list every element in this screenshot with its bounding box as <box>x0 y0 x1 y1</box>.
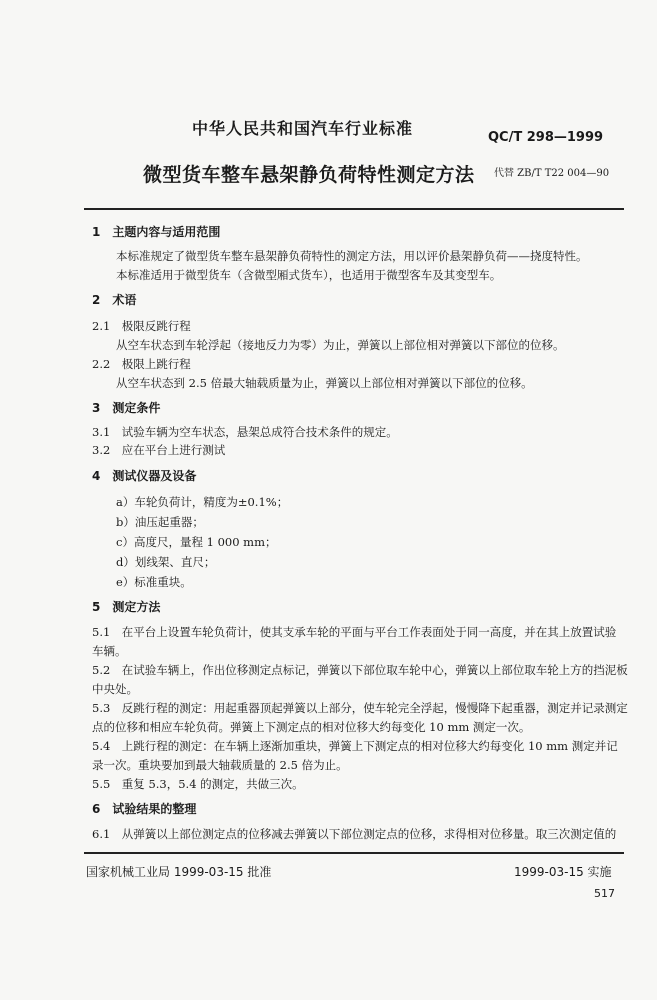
page-number: 517 <box>594 887 615 900</box>
equipment-item-d: d）划线架、直尺； <box>116 555 216 569</box>
issuing-organization: 中华人民共和国汽车行业标准 <box>192 119 414 138</box>
section-5-4-line-1: 5.4 上跳行程的测定：在车辆上逐渐加重块，弹簧上下测定点的相对位移大约每变化 10 mm 测定并记 <box>92 739 618 753</box>
section-2-2-text: 从空车状态到 2.5 倍最大轴载质量为止，弹簧以上部位相对弹簧以下部位的位移。 <box>116 376 533 390</box>
section-5-3-line-1: 5.3 反跳行程的测定：用起重器顶起弹簧以上部分，使车轮完全浮起，慢慢降下起重器，测定并记录测定 <box>92 701 628 715</box>
section-5-1-line-2: 车辆。 <box>92 644 127 658</box>
section-5-5: 5.5 重复 5.3，5.4 的测定，共做三次。 <box>92 777 304 791</box>
section-4-heading: 4 测试仪器及设备 <box>92 469 197 483</box>
section-3-2: 3.2 应在平台上进行测试 <box>92 443 226 457</box>
footer-divider <box>84 852 624 854</box>
section-5-2-line-1: 5.2 在试验车辆上，作出位移测定点标记，弹簧以下部位取车轮中心，弹簧以上部位取车轮上方的挡泥板 <box>92 663 628 677</box>
section-5-4-line-2: 录一次。重块要加到最大轴载质量的 2.5 倍为止。 <box>92 758 348 772</box>
section-1-heading: 1 主题内容与适用范围 <box>92 225 221 239</box>
section-5-2-line-2: 中央处。 <box>92 682 138 696</box>
section-3-heading: 3 测定条件 <box>92 401 161 415</box>
document-title: 微型货车整车悬架静负荷特性测定方法 <box>143 164 475 186</box>
section-1-paragraph-1: 本标准规定了微型货车整车悬架静负荷特性的测定方法，用以评价悬架静负荷——挠度特性。 <box>116 249 588 263</box>
section-2-1-text: 从空车状态到车轮浮起（接地反力为零）为止，弹簧以上部位相对弹簧以下部位的位移。 <box>116 338 565 352</box>
header-divider <box>84 208 624 210</box>
approval-statement: 国家机械工业局 1999-03-15 批准 <box>86 865 272 879</box>
section-5-1-line-1: 5.1 在平台上设置车轮负荷计，使其支承车轮的平面与平台工作表面处于同一高度，并在其上放置试验 <box>92 625 617 639</box>
equipment-item-a: a）车轮负荷计，精度为±0.1%； <box>116 495 289 509</box>
effective-date: 1999-03-15 实施 <box>514 865 612 879</box>
section-1-paragraph-2: 本标准适用于微型货车（含微型厢式货车），也适用于微型客车及其变型车。 <box>116 268 502 282</box>
equipment-item-b: b）油压起重器； <box>116 515 204 529</box>
equipment-item-c: c）高度尺，量程 1 000 mm； <box>116 535 277 549</box>
section-2-1-heading: 2.1 极限反跳行程 <box>92 319 191 333</box>
section-5-3-line-2: 点的位移和相应车轮负荷。弹簧上下测定点的相对位移大约每变化 10 mm 测定一次。 <box>92 720 531 734</box>
section-2-heading: 2 术语 <box>92 293 137 307</box>
replaces-standard: 代替 ZB/T T22 004—90 <box>494 168 610 179</box>
section-5-heading: 5 测定方法 <box>92 600 161 614</box>
section-2-2-heading: 2.2 极限上跳行程 <box>92 357 191 371</box>
section-6-1: 6.1 从弹簧以上部位测定点的位移减去弹簧以下部位测定点的位移，求得相对位移量。取三次测定值的 <box>92 827 617 841</box>
section-6-heading: 6 试验结果的整理 <box>92 802 197 816</box>
section-3-1: 3.1 试验车辆为空车状态，悬架总成符合技术条件的规定。 <box>92 425 398 439</box>
standard-code: QC/T 298—1999 <box>488 130 604 145</box>
equipment-item-e: e）标准重块。 <box>116 575 192 589</box>
